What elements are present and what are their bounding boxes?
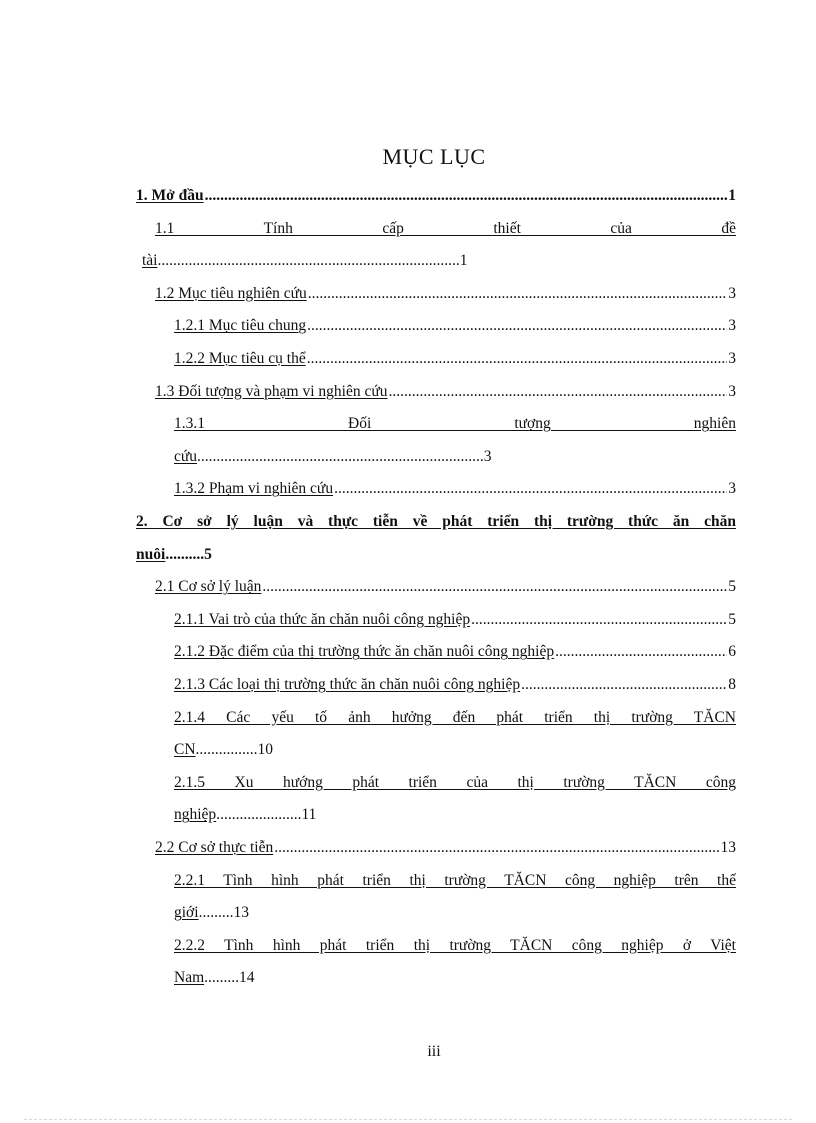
- toc-entry-title: cứu: [174, 447, 198, 465]
- toc-entry-title[interactable]: 2. Cơ sở lý luận và thực tiễn về phát triển thị trường thức ăn chăn: [136, 513, 736, 530]
- toc-entry-title: 2.2 Cơ sở thực tiễn: [155, 839, 274, 856]
- toc-leader-dots: [307, 348, 728, 370]
- toc-leader-dots: [389, 381, 728, 403]
- toc-entry-title[interactable]: 2.1.4 Các yếu tố ảnh hưởng đến phát triển thị trường TĂCN: [174, 708, 736, 726]
- toc-entry[interactable]: [174, 641, 736, 663]
- toc-entry[interactable]: [174, 609, 736, 631]
- toc-page-number: 13: [233, 904, 249, 922]
- toc-page-number: 3: [728, 284, 736, 302]
- toc-entry-title: nghiệp: [174, 806, 217, 824]
- toc-entry[interactable]: [174, 674, 736, 696]
- toc-entry-continuation[interactable]: [174, 739, 273, 761]
- toc-entry-title: 1.3 Đối tượng và phạm vi nghiên cứu: [155, 382, 388, 400]
- toc-entry-continuation[interactable]: [174, 446, 492, 468]
- toc-entry-continuation[interactable]: [174, 804, 316, 826]
- toc-page-number: 3: [483, 447, 492, 465]
- toc-entry[interactable]: [155, 283, 736, 305]
- toc-page-number: 3: [728, 317, 736, 335]
- toc-entry[interactable]: [174, 348, 736, 370]
- toc-entry-title: 1. Mở đầu: [136, 187, 204, 204]
- toc-entry-title: 2.1.1 Vai trò của thức ăn chăn nuôi công nghiệp: [174, 610, 471, 628]
- toc-page-number: 3: [728, 480, 736, 498]
- toc-leader-dots: ................: [195, 741, 258, 759]
- toc-entry-continuation[interactable]: [174, 902, 249, 924]
- toc-entry-title: tài: [142, 252, 158, 270]
- toc-leader-dots: ..........................................................................: [197, 447, 484, 465]
- toc-page-number: 6: [728, 643, 736, 661]
- toc-leader-dots: [308, 283, 728, 305]
- toc-leader-dots: [307, 315, 727, 337]
- toc-page-number: 11: [301, 806, 317, 824]
- toc-entry-title: Nam: [174, 969, 205, 987]
- toc-entry-title: 1.2 Mục tiêu nghiên cứu: [155, 284, 307, 302]
- toc-page-number: 1: [459, 252, 468, 270]
- toc-page-number: 1: [728, 187, 736, 204]
- toc-entry-title[interactable]: 2.2.2 Tình hình phát triển thị trường TĂCN công nghiệp ở Việt: [174, 936, 736, 954]
- toc-leader-dots: ..........: [165, 545, 205, 563]
- toc-entry[interactable]: [155, 837, 736, 859]
- toc-entry-title: 2.1 Cơ sở lý luận: [155, 578, 262, 596]
- toc-entry-title: 1.3.2 Phạm vi nghiên cứu: [174, 480, 334, 498]
- toc-leader-dots: [274, 837, 719, 859]
- toc-page-number: 8: [728, 676, 736, 693]
- toc-page-number: 5: [204, 545, 212, 563]
- toc-entry[interactable]: [174, 315, 736, 337]
- toc-page-number: 13: [720, 839, 736, 856]
- toc-entry-title: nuôi: [136, 545, 166, 563]
- toc-page-number: 14: [239, 969, 255, 987]
- toc-leader-dots: .........: [204, 969, 240, 987]
- toc-entry-continuation[interactable]: [136, 544, 212, 566]
- toc-entry[interactable]: [155, 576, 736, 598]
- toc-page-number: 10: [257, 741, 274, 759]
- toc-entry-title[interactable]: 1.3.1 Đối tượng nghiên: [174, 415, 736, 433]
- toc-page-number: 3: [728, 382, 736, 400]
- toc-leader-dots: [555, 641, 727, 663]
- page-number: iii: [427, 1043, 441, 1060]
- toc-page-number: 5: [728, 610, 736, 628]
- toc-leader-dots: ......................: [216, 806, 302, 824]
- toc-entry-title: 2.1.2 Đặc điểm của thị trường thức ăn chăn nuôi công nghiệp: [174, 643, 555, 661]
- toc-page-number: 3: [728, 350, 736, 367]
- toc-entry-title[interactable]: 2.2.1 Tình hình phát triển thị trường TĂCN công nghiệp trên thế: [174, 871, 736, 889]
- toc-entry-continuation[interactable]: [142, 250, 468, 272]
- toc-entry[interactable]: [155, 381, 736, 403]
- toc-page-number: 5: [728, 578, 736, 596]
- toc-entry-continuation[interactable]: [174, 967, 255, 989]
- toc-leader-dots: .........: [198, 904, 234, 922]
- toc-entry[interactable]: [174, 478, 736, 500]
- page-title: MỤC LỤC: [382, 144, 486, 169]
- toc-leader-dots: [334, 478, 727, 500]
- footer-divider: [24, 1119, 792, 1120]
- toc-leader-dots: [262, 576, 727, 598]
- toc-entry[interactable]: [136, 185, 736, 207]
- toc-entry-title: giới: [174, 904, 199, 922]
- toc-entry-title: CN: [174, 741, 196, 759]
- toc-entry-title: 2.1.3 Các loại thị trường thức ăn chăn nuôi công nghiệp: [174, 676, 521, 693]
- toc-leader-dots: [205, 185, 728, 207]
- toc-entry-title[interactable]: 1.1 Tính cấp thiết của đề: [155, 219, 736, 237]
- toc-leader-dots: [471, 609, 727, 631]
- toc-entry-title: 1.2.2 Mục tiêu cụ thể: [174, 350, 306, 367]
- toc-leader-dots: [521, 674, 727, 696]
- toc-entry-title: 1.2.1 Mục tiêu chung: [174, 317, 307, 335]
- toc-entry-title[interactable]: 2.1.5 Xu hướng phát triển của thị trường TĂCN công: [174, 773, 736, 791]
- toc-leader-dots: ..............................................................................: [157, 252, 460, 270]
